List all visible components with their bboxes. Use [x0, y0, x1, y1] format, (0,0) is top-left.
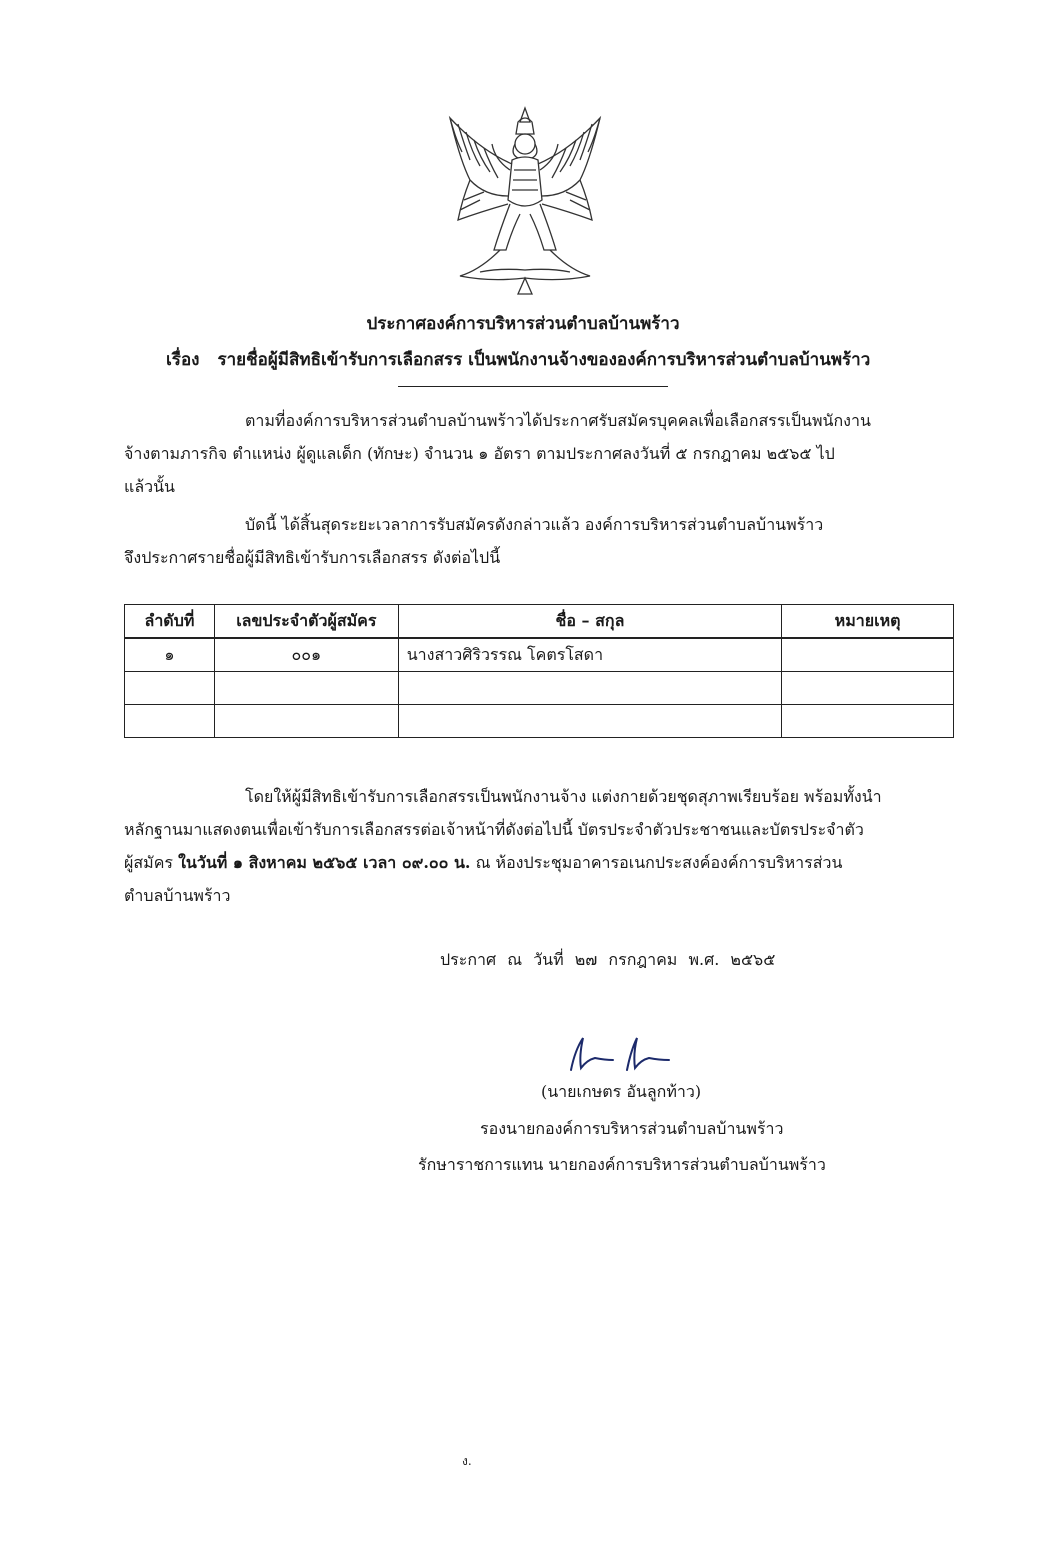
intro-line-3: แล้วนั้น: [124, 477, 175, 496]
notice-line-1: บัดนี้ ได้สิ้นสุดระยะเวลาการรับสมัครดังกล่าวแล้ว องค์การบริหารส่วนตำบลบ้านพร้าว: [245, 515, 824, 534]
announcement-subject: [166, 346, 870, 373]
table-row: [125, 672, 954, 705]
header-full-name: ชื่อ – สกุล: [398, 605, 781, 639]
signatory-name: (นายเกษตร อันลูกท้าว): [541, 1082, 702, 1101]
subject-text: รายชื่อผู้มีสิทธิเข้ารับการเลือกสรร เป็นพนักงานจ้างขององค์การบริหารส่วนตำบลบ้านพร้าว: [217, 350, 871, 370]
instructions-line-4: ตำบลบ้านพร้าว: [124, 886, 231, 905]
instructions-line-3-lead: ผู้สมัคร: [124, 853, 179, 872]
cell-order: [125, 705, 215, 738]
candidate-table: [124, 604, 954, 738]
table-row: [125, 638, 954, 672]
cell-full-name: [398, 705, 781, 738]
cell-remark: [782, 672, 954, 705]
cell-applicant-id: ๐๐๑: [214, 638, 398, 672]
table-row: [125, 705, 954, 738]
instructions-line-2: หลักฐานมาแสดงตนเพื่อเข้ารับการเลือกสรรต่อเจ้าหน้าที่ดังต่อไปนี้ บัตรประจำตัวประชาชนและบัตรประจำตัว: [124, 820, 864, 839]
notice-line-2: จึงประกาศรายชื่อผู้มีสิทธิเข้ารับการเลือกสรร ดังต่อไปนี้: [124, 548, 501, 567]
signatory-acting-role: รักษาราชการแทน นายกองค์การบริหารส่วนตำบลบ้านพร้าว: [418, 1155, 826, 1174]
header-remark: หมายเหตุ: [782, 605, 954, 639]
signatory-position: รองนายกองค์การบริหารส่วนตำบลบ้านพร้าว: [480, 1119, 784, 1138]
cell-full-name: นางสาวศิริวรรณ โคตรโสดา: [398, 638, 781, 672]
intro-line-2: จ้างตามภารกิจ ตำแหน่ง ผู้ดูแลเด็ก (ทักษะ) จำนวน ๑ อัตรา ตามประกาศลงวันที่ ๕ กรกฎาคม ๒๕๖๕ ไป: [124, 444, 835, 463]
instructions-line-3-venue: ณ ห้องประชุมอาคารอเนกประสงค์องค์การบริหารส่วน: [470, 853, 843, 872]
footer-mark: ง.: [462, 1454, 472, 1468]
cell-full-name: [398, 672, 781, 705]
announcement-title: ประกาศองค์การบริหารส่วนตำบลบ้านพร้าว: [366, 314, 680, 334]
signature-icon: [565, 1030, 675, 1080]
instructions-line-1: โดยให้ผู้มีสิทธิเข้ารับการเลือกสรรเป็นพนักงานจ้าง แต่งกายด้วยชุดสุภาพเรียบร้อย พร้อมทั้งนำ: [245, 787, 882, 806]
table-header-row: [125, 605, 954, 639]
cell-remark: [782, 705, 954, 738]
cell-remark: [782, 638, 954, 672]
cell-order: ๑: [125, 638, 215, 672]
cell-order: [125, 672, 215, 705]
cell-applicant-id: [214, 705, 398, 738]
subject-label: เรื่อง: [166, 350, 200, 370]
title-divider: [398, 386, 668, 387]
announce-date: ประกาศ ณ วันที่ ๒๗ กรกฎาคม พ.ศ. ๒๕๖๕: [440, 950, 776, 969]
header-applicant-id: เลขประจำตัวผู้สมัคร: [214, 605, 398, 639]
cell-applicant-id: [214, 672, 398, 705]
instructions-line-3: [124, 846, 842, 879]
garuda-emblem-icon: [440, 100, 610, 300]
header-order: ลำดับที่: [125, 605, 215, 639]
session-datetime: ในวันที่ ๑ สิงหาคม ๒๕๖๕ เวลา ๐๙.๐๐ น.: [178, 853, 471, 872]
intro-line-1: ตามที่องค์การบริหารส่วนตำบลบ้านพร้าวได้ประกาศรับสมัครบุคคลเพื่อเลือกสรรเป็นพนักงาน: [245, 411, 871, 430]
